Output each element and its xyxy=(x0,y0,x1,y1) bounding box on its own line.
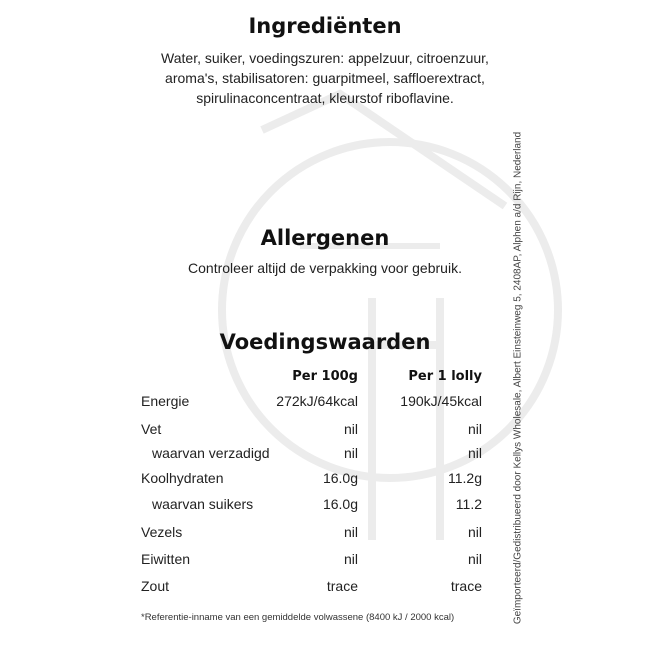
nutrition-row-fibre xyxy=(0,524,650,544)
allergens-text: Controleer altijd de verpakking voor gebruik. xyxy=(188,260,462,276)
value-per-100g: trace xyxy=(326,578,358,594)
nutrition-row-energy xyxy=(0,393,650,413)
ingredients-line: spirulinaconcentraat, kleurstof riboflavine. xyxy=(196,90,454,106)
nutrient-name: Vezels xyxy=(141,524,183,540)
value-per-100g: nil xyxy=(343,445,358,461)
ingredients-line: aroma's, stabilisatoren: guarpitmeel, saffloerextract, xyxy=(165,70,485,86)
nutrient-name: Koolhydraten xyxy=(141,470,224,486)
value-per-lolly: 11.2 xyxy=(455,496,482,512)
ingredients-line: Water, suiker, voedingszuren: appelzuur, citroenzuur, xyxy=(161,50,489,66)
value-per-lolly: 190kJ/45kcal xyxy=(400,393,482,409)
nutrient-name: Eiwitten xyxy=(141,551,191,567)
nutrient-name: Vet xyxy=(141,421,162,437)
nutrition-title: Voedingswaarden xyxy=(219,330,431,354)
nutrient-name: waarvan suikers xyxy=(152,496,254,512)
value-per-lolly: nil xyxy=(467,524,482,540)
value-per-lolly: nil xyxy=(467,421,482,437)
column-header-per-100g: Per 100g xyxy=(292,369,358,384)
value-per-lolly: trace xyxy=(450,578,482,594)
nutrition-row-saturated-fat xyxy=(0,445,650,465)
nutrition-row-salt xyxy=(0,578,650,598)
ingredients-list xyxy=(130,48,520,108)
nutrient-name: Zout xyxy=(141,578,170,594)
importer-address: Geïmporteerd/Gedistribueerd door Kellys Wholesale, Albert Einsteinweg 5, 2408AP, Alphen a/d Rijn, Nederland xyxy=(512,131,524,625)
nutrition-row-carbohydrates xyxy=(0,470,650,490)
nutrition-row-sugars xyxy=(0,496,650,516)
column-header-per-lolly: Per 1 lolly xyxy=(408,369,482,384)
value-per-100g: nil xyxy=(343,524,358,540)
nutrition-row-fat xyxy=(0,421,650,441)
value-per-100g: 16.0g xyxy=(322,496,358,512)
value-per-lolly: 11.2g xyxy=(448,470,482,486)
value-per-lolly: nil xyxy=(467,445,482,461)
value-per-100g: 16.0g xyxy=(322,470,358,486)
reference-intake-footnote: *Referentie-inname van een gemiddelde volwassene (8400 kJ / 2000 kcal) xyxy=(141,612,455,623)
nutrition-row-protein xyxy=(0,551,650,571)
value-per-100g: 272kJ/64kcal xyxy=(276,393,358,409)
value-per-100g: nil xyxy=(343,421,358,437)
ingredients-title: Ingrediënten xyxy=(248,14,402,38)
value-per-lolly: nil xyxy=(467,551,482,567)
allergens-title: Allergenen xyxy=(260,226,390,250)
nutrient-name: Energie xyxy=(141,393,190,409)
value-per-100g: nil xyxy=(343,551,358,567)
nutrient-name: waarvan verzadigd xyxy=(152,445,270,461)
